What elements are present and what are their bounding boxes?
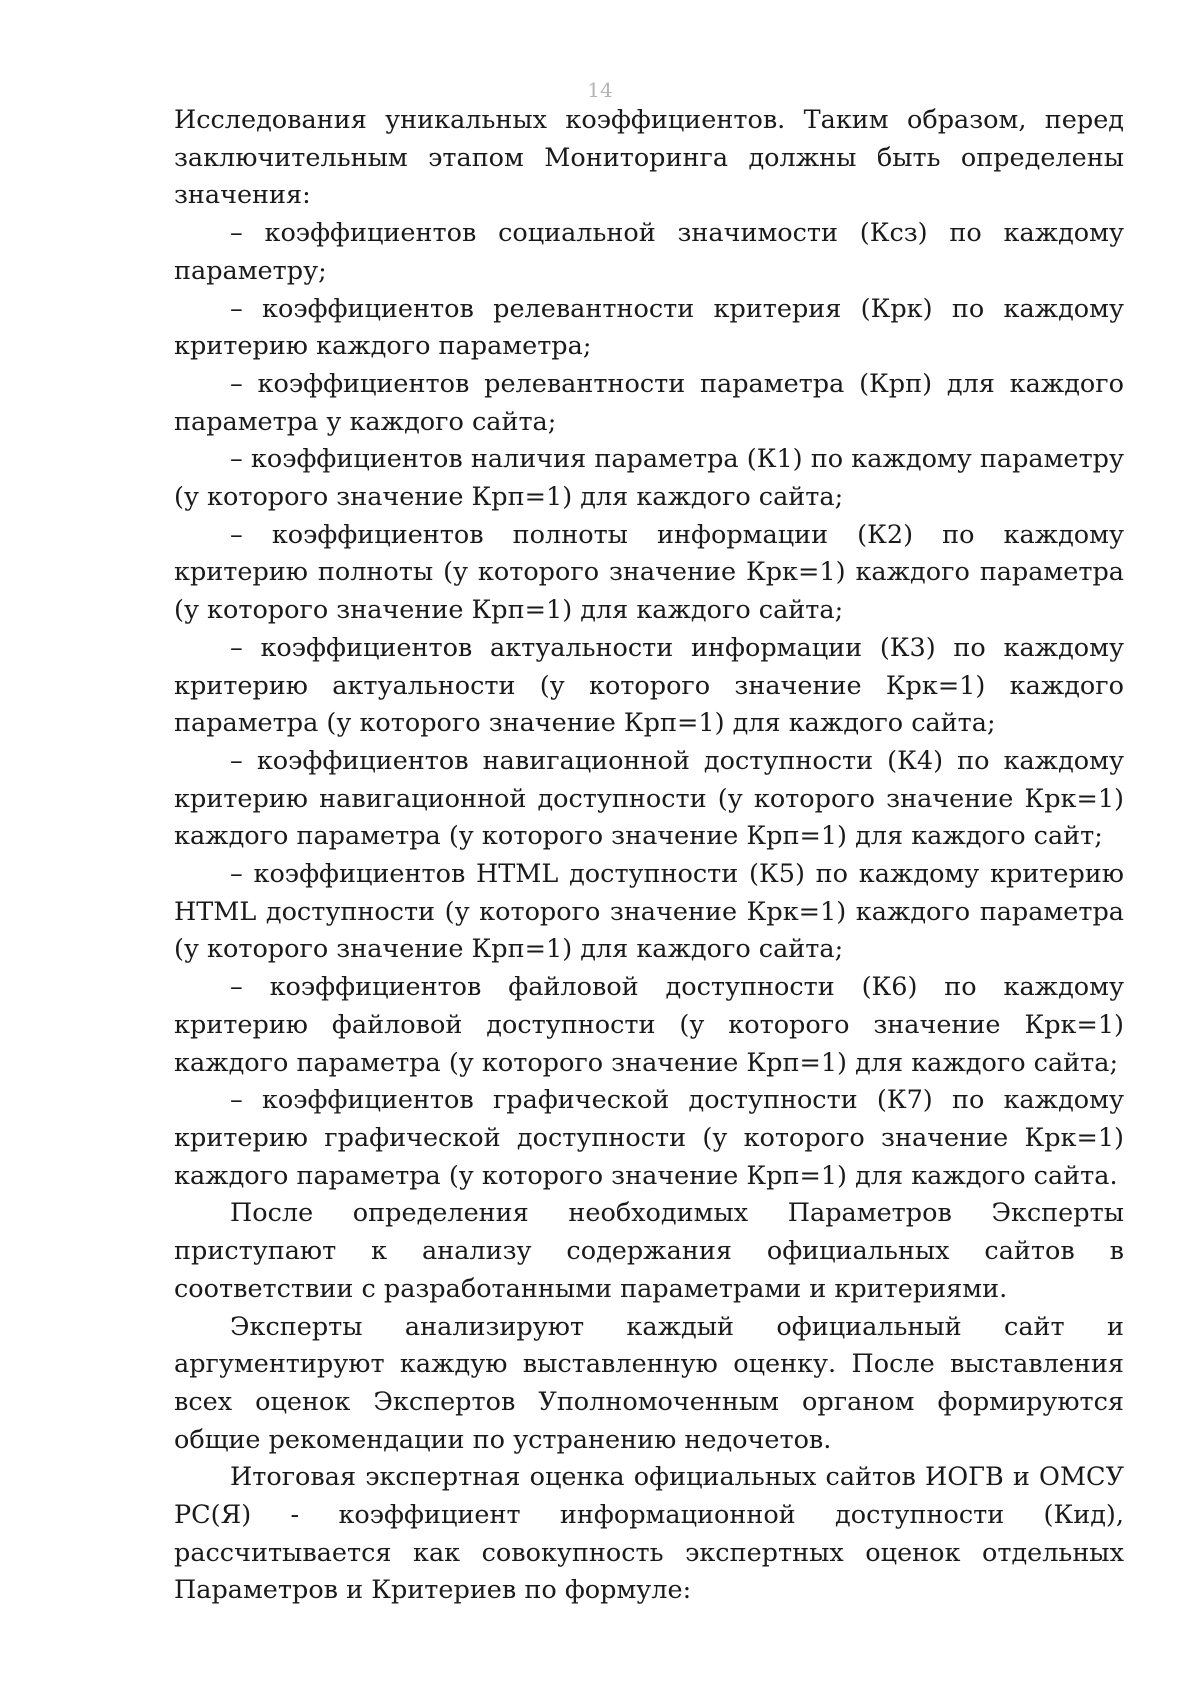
document-body (174, 102, 1124, 1610)
list-item: – коэффициентов релевантности параметра (Крп) для каждого параметра у каждого сайта; (174, 368, 1124, 437)
list-item: – коэффициентов навигационной доступности (К4) по каждому критерию навигационной доступности (у которого значение Крк=1) каждого параметра (у которого значение Крп=1) для каждого сайт; (174, 745, 1124, 852)
intro-paragraph: Исследования уникальных коэффициентов. Таким образом, перед заключительным этапом Мониторинга должны быть определены значения: (174, 105, 1124, 211)
list-item: – коэффициентов наличия параметра (К1) по каждому параметру (у которого значение Крп=1) для каждого сайта; (174, 444, 1124, 513)
list-item: – коэффициентов социальной значимости (Ксз) по каждому параметру; (174, 218, 1124, 286)
page-number: 14 (587, 78, 613, 102)
list-item: – коэффициентов HTML доступности (К5) по каждому критерию HTML доступности (у которого значение Крк=1) каждого параметра (у которого значение Крп=1) для каждого сайта; (174, 859, 1124, 965)
list-item: – коэффициентов актуальности информации (К3) по каждому критерию актуальности (у которого значение Крк=1) каждого параметра (у которого значение Крп=1) для каждого сайта; (174, 632, 1124, 739)
body-paragraph: Итоговая экспертная оценка официальных сайтов ИОГВ и ОМСУ РС(Я) - коэффициент информационной доступности (Кид), рассчитывается как совокупность экспертных оценок отдельных Параметров и Критериев по формуле: (174, 1462, 1124, 1606)
body-paragraph: Эксперты анализируют каждый официальный сайт и аргументируют каждую выставленную оценку. После выставления всех оценок Экспертов Уполномоченным органом формируются общие рекомендации по устранению недочетов. (174, 1311, 1124, 1455)
body-paragraph: После определения необходимых Параметров Эксперты приступают к анализу содержания официальных сайтов в соответствии с разработанными параметрами и критериями. (174, 1198, 1124, 1304)
list-item: – коэффициентов файловой доступности (К6) по каждому критерию файловой доступности (у которого значение Крк=1) каждого параметра (у которого значение Крп=1) для каждого сайта; (174, 972, 1124, 1078)
list-item: – коэффициентов графической доступности (К7) по каждому критерию графической доступности (у которого значение Крк=1) каждого параметра (у которого значение Крп=1) для каждого сайта. (174, 1085, 1124, 1191)
list-item: – коэффициентов релевантности критерия (Крк) по каждому критерию каждого параметра; (174, 293, 1124, 362)
list-item: – коэффициентов полноты информации (К2) по каждому критерию полноты (у которого значение Крк=1) каждого параметра (у которого значение Крп=1) для каждого сайта; (174, 519, 1124, 626)
